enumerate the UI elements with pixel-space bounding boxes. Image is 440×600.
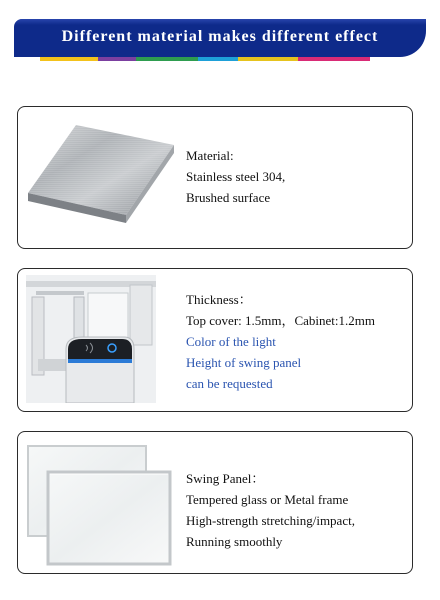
color-stripe-1 <box>40 57 98 61</box>
glass-panels-icon <box>26 442 176 567</box>
thickness-blue-line-3: can be requested <box>186 376 273 391</box>
color-stripe-2 <box>98 57 136 61</box>
color-stripe-6 <box>298 57 370 61</box>
material-card <box>17 106 413 249</box>
thickness-line-2: Top cover: 1.5mm，Cabinet:1.2mm <box>186 313 376 328</box>
material-line-2: Stainless steel 304, <box>186 169 286 184</box>
swing-line-2: Tempered glass or Metal frame <box>186 492 349 507</box>
thickness-card <box>17 268 413 412</box>
thickness-blue-line-1: Color of the light <box>186 334 276 349</box>
material-line-3: Brushed surface <box>186 190 271 205</box>
color-stripe-4 <box>198 57 238 61</box>
swing-line-1: Swing Panel： <box>186 471 265 486</box>
thickness-blue-line-2: Height of swing panel <box>186 355 302 370</box>
brushed-steel-plate-icon <box>26 123 176 233</box>
color-stripe-5 <box>238 57 298 61</box>
swing-line-4: Running smoothly <box>186 534 283 549</box>
page-title: Different material makes different effect <box>61 28 379 45</box>
color-stripe-3 <box>136 57 198 61</box>
thickness-line-1: Thickness： <box>186 292 252 307</box>
banner-shine <box>14 19 426 25</box>
swing-panel-card <box>17 431 413 574</box>
turnstile-photo-icon <box>26 275 156 403</box>
material-line-1: Material: <box>186 148 234 163</box>
header-banner <box>14 19 426 57</box>
swing-line-3: High-strength stretching/impact, <box>186 513 355 528</box>
